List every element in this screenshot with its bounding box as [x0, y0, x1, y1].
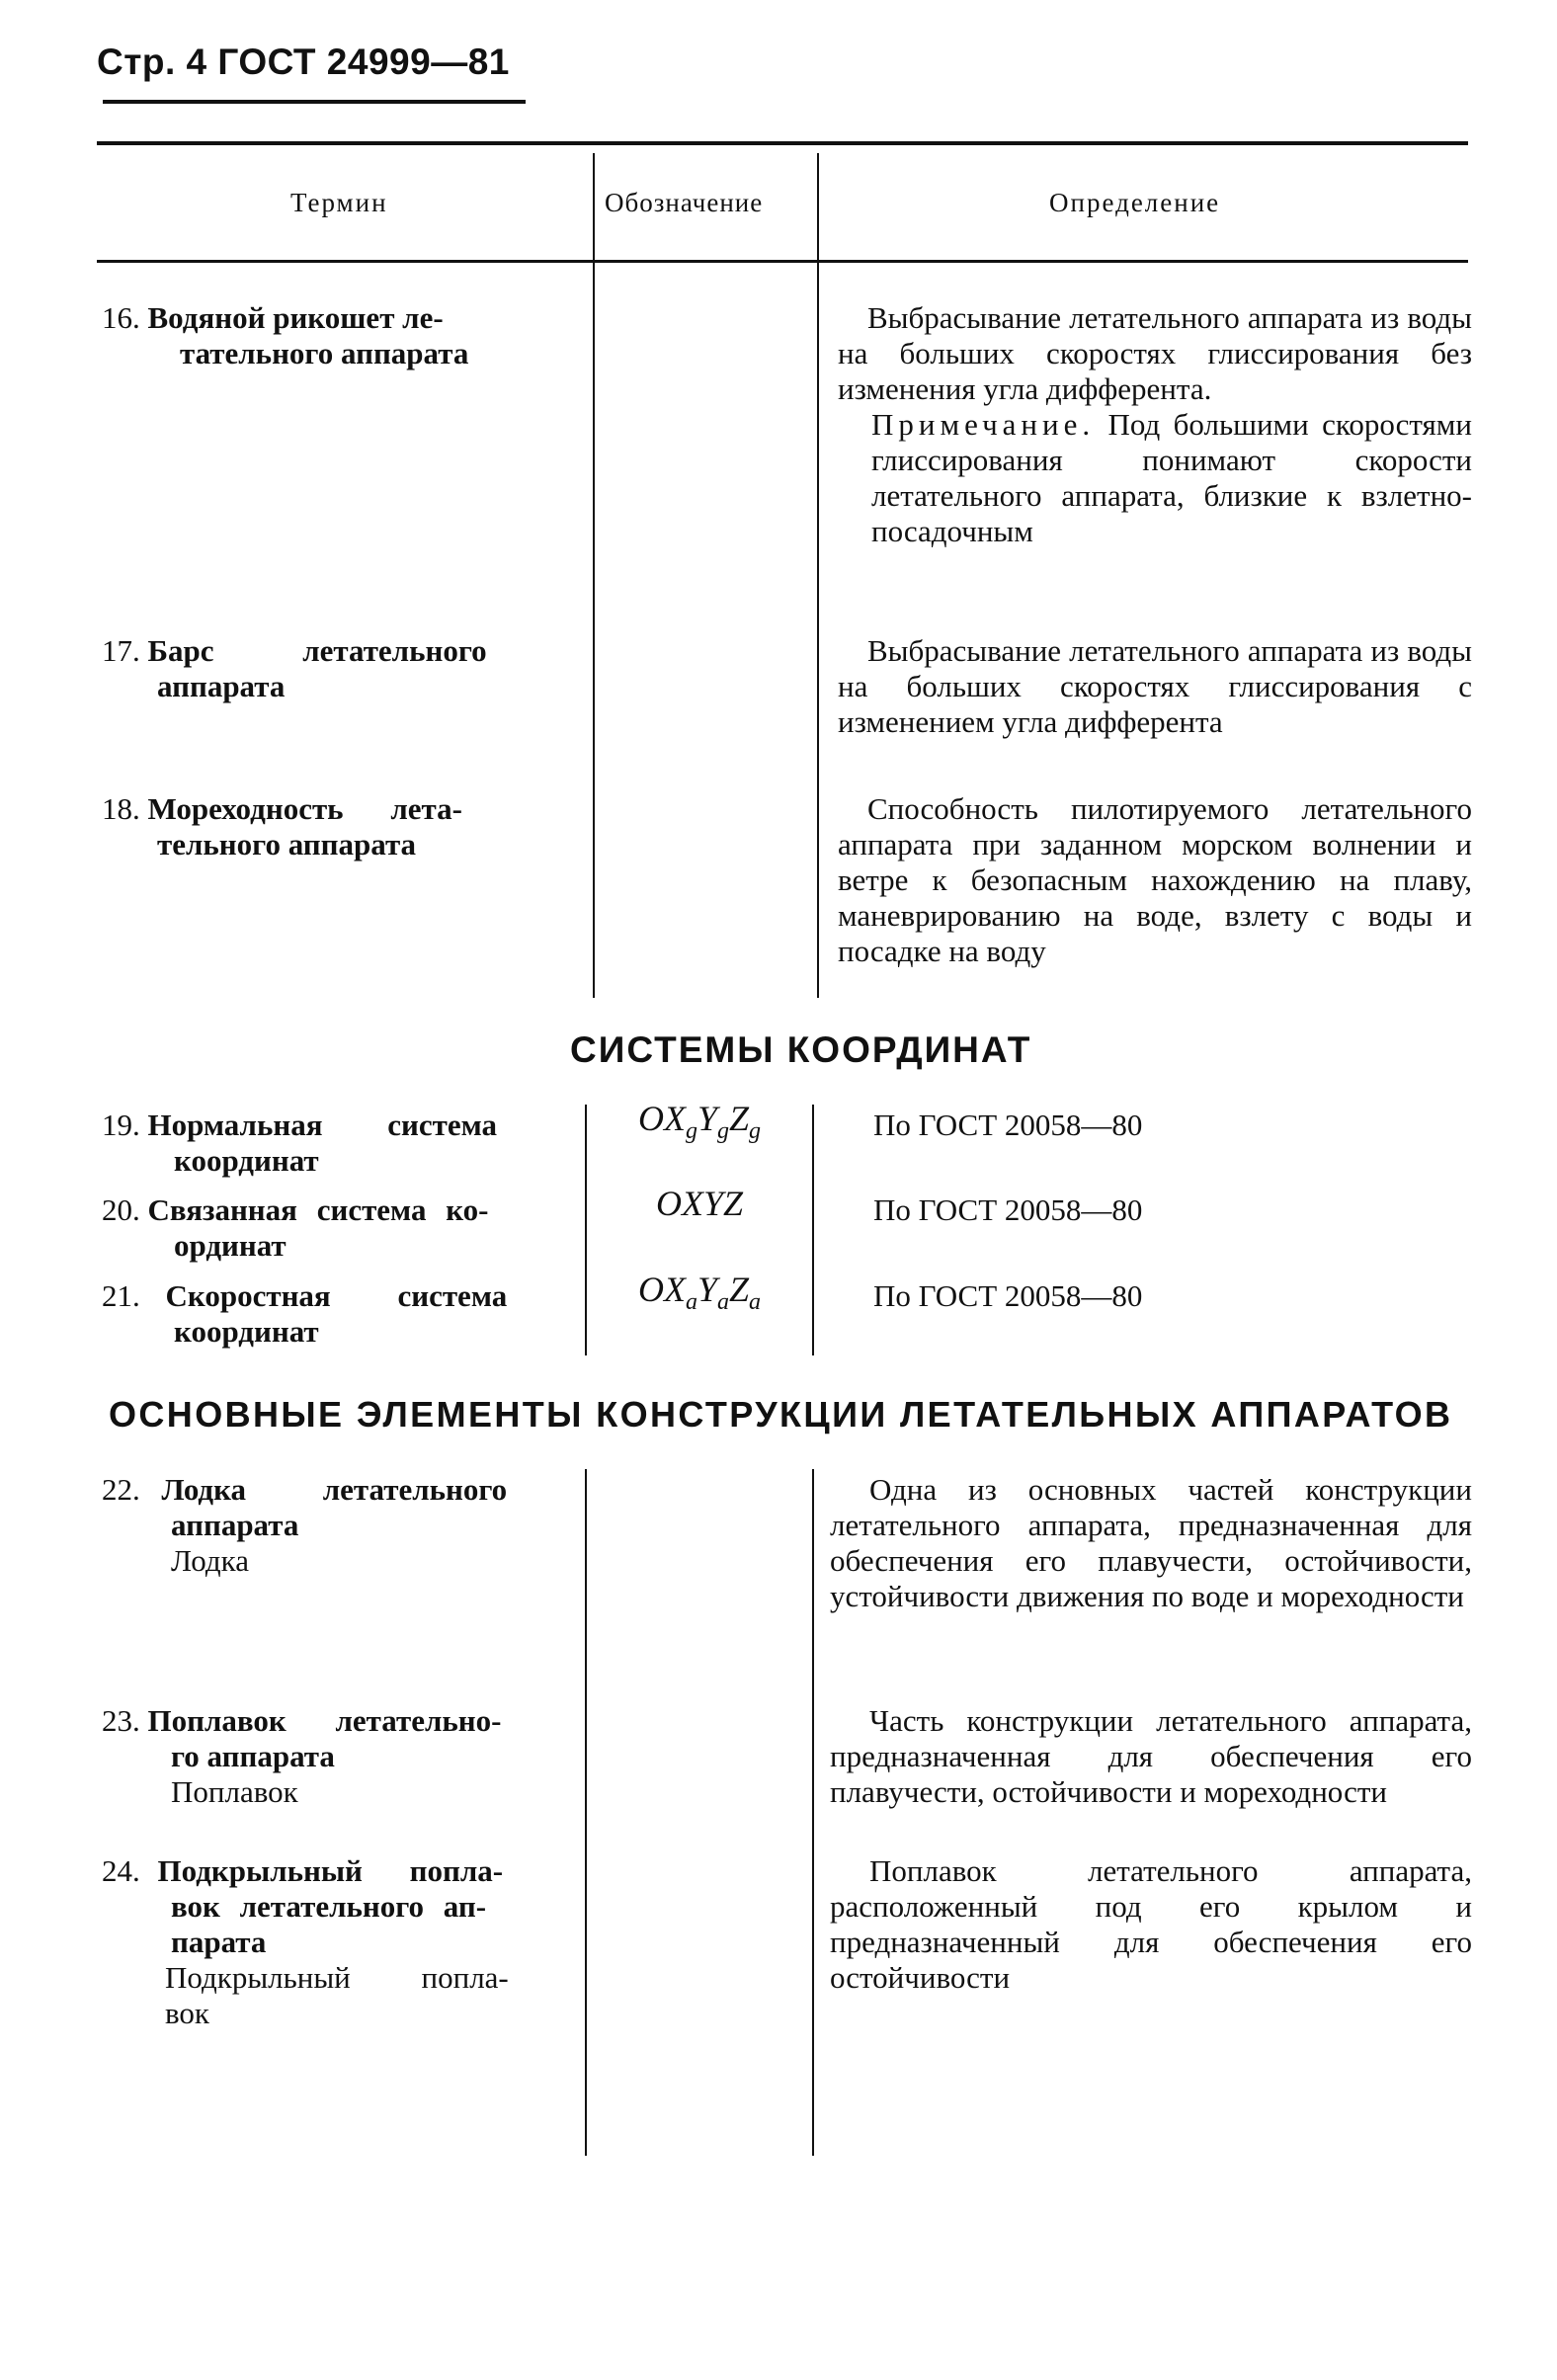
term-synonym: Подкрыльный попла- [165, 1960, 509, 1995]
definition-text: Часть конструкции летательного аппарата, предназначенная для обеспечения его плавучести, остойчивости и мореходности [830, 1703, 1472, 1809]
definition-text: Поплавок летательного аппарата, расположенный под его крылом и предназначенный для обеспечения его остойчивости [830, 1853, 1472, 1995]
column-rule-left-c [585, 1469, 587, 2156]
term-name: Мореходность лета- [147, 791, 462, 826]
term-23 [102, 1703, 566, 1810]
column-head-term: Термин [290, 188, 388, 217]
term-17 [102, 633, 569, 704]
definition-21: По ГОСТ 20058—80 [873, 1278, 1143, 1313]
term-number: 19. [102, 1108, 140, 1142]
term-name-cont: го аппарата [171, 1739, 335, 1773]
term-name-cont: вок летательного ап- [171, 1889, 487, 1924]
designation-21: $OX_aY_aZ_a$ [637, 1270, 762, 1316]
term-16 [102, 300, 569, 371]
definition-17 [838, 633, 1472, 740]
term-name: Скоростная система [165, 1278, 508, 1313]
definition-16 [838, 300, 1472, 549]
term-synonym-cont: вок [165, 1996, 209, 2030]
page-header: Стр. 4 ГОСТ 24999—81 [97, 41, 510, 82]
definition-text: Способность пилотируемого летательного аппарата при заданном морском волнении и ветре к безопасным нахождению на плаву, маневрированию на воде, взлету с воды и посадке на воду [838, 791, 1472, 968]
term-number: 21. [102, 1278, 140, 1313]
term-number: 17. [102, 633, 140, 668]
term-19 [102, 1108, 566, 1179]
term-number: 16. [102, 300, 140, 335]
table-head-rule [97, 260, 1468, 263]
term-name: Поплавок летательно- [147, 1703, 502, 1738]
term-name-cont: аппарата [157, 669, 286, 703]
column-head-definition: Определение [1049, 188, 1221, 217]
column-rule-right-b [812, 1105, 814, 1355]
note [838, 407, 1472, 549]
term-number: 20. [102, 1192, 140, 1227]
term-number: 23. [102, 1703, 140, 1738]
term-number: 22. [102, 1472, 140, 1507]
definition-23 [830, 1703, 1472, 1810]
term-name: Подкрыльный попла- [157, 1853, 504, 1888]
term-name: Барс летательного [147, 633, 487, 668]
term-name-cont: ординат [174, 1228, 287, 1263]
note-text: Под большими скоростями глиссирования понимают скорости летательного аппарата, близкие к взлетно-посадочным [871, 407, 1472, 548]
term-20 [102, 1192, 566, 1264]
term-name: Лодка летательного [161, 1472, 508, 1507]
column-head-designation: Обозначение [605, 188, 764, 217]
term-name: Нормальная система [147, 1108, 497, 1142]
section-heading-coordinates: СИСТЕМЫ КООРДИНАТ [570, 1029, 1032, 1070]
term-number: 18. [102, 791, 140, 826]
definition-22 [830, 1472, 1472, 1614]
term-22 [102, 1472, 566, 1579]
column-rule-left-a [593, 153, 595, 998]
term-synonym: Лодка [171, 1543, 249, 1578]
term-name-cont: парата [171, 1925, 267, 1959]
term-name: Водяной рикошет ле- [147, 300, 444, 335]
definition-18 [838, 791, 1472, 969]
definition-24 [830, 1853, 1472, 1996]
note-label: Примечание. [871, 407, 1096, 442]
column-rule-right-c [812, 1469, 814, 2156]
column-rule-right-a [817, 153, 819, 998]
term-number: 24. [102, 1853, 140, 1888]
term-18 [102, 791, 569, 862]
term-name-cont: аппарата [171, 1508, 299, 1542]
term-name-cont: тательного аппарата [180, 336, 469, 370]
designation-19: $OX_gY_gZ_g$ [637, 1099, 762, 1145]
term-21 [102, 1278, 566, 1350]
header-underline [103, 100, 526, 104]
definition-text: Выбрасывание летательного аппарата из воды на больших скоростях глиссирования без изменения угла дифферента. [838, 300, 1472, 406]
designation-20: OXYZ [655, 1184, 744, 1223]
definition-text: Одна из основных частей конструкции летательного аппарата, предназначенная для обеспечения его плавучести, остойчивости, устойчивости движения по воде и мореходности [830, 1472, 1472, 1613]
term-name-cont: тельного аппарата [157, 827, 417, 862]
term-name: Связанная система ко- [147, 1192, 489, 1227]
term-synonym: Поплавок [171, 1774, 298, 1809]
definition-19: По ГОСТ 20058—80 [873, 1108, 1143, 1142]
definition-20: По ГОСТ 20058—80 [873, 1192, 1143, 1227]
table-top-rule [97, 141, 1468, 145]
section-heading-construction: ОСНОВНЫЕ ЭЛЕМЕНТЫ КОНСТРУКЦИИ ЛЕТАТЕЛЬНЫХ АППАРАТОВ [109, 1394, 1453, 1435]
term-24 [102, 1853, 566, 2031]
term-name-cont: координат [174, 1314, 319, 1349]
definition-text: Выбрасывание летательного аппарата из воды на больших скоростях глиссирования с изменением угла дифферента [838, 633, 1472, 739]
column-rule-left-b [585, 1105, 587, 1355]
term-name-cont: координат [174, 1143, 319, 1178]
